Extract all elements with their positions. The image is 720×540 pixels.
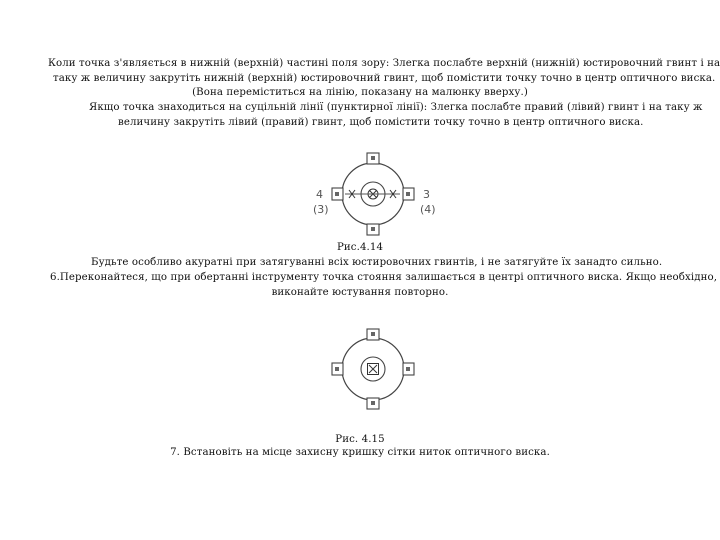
figure1-caption: Рис.4.14 xyxy=(336,242,384,253)
paragraph1-line2: таку ж величину закрутіть нижній (верхній) юстировочний гвинт, щоб помістити точку точно в центр оптичного виска. xyxy=(53,73,716,84)
right-screw-label: 3 xyxy=(423,188,430,201)
paragraph3-line1: Будьте особливо акуратні при затягуванні всіх юстировочних гвинтів, і не затягуйте їх занадто сильно. xyxy=(91,257,663,268)
step7-text: 7. Встановіть на місце захисну кришку сітки ниток оптичного виска. xyxy=(170,447,550,458)
paragraph2-line2: величину закрутіть лівий (правий) гвинт, щоб помістити точку точно в центр оптичного виска. xyxy=(118,117,644,128)
paragraph2-line1: Якщо точка знаходиться на суцільній лінії (пунктирної лінії): Злегка послабте правий (лівий) гвинт і на таку ж xyxy=(89,102,703,113)
figure-4-15 xyxy=(0,318,720,428)
reticle-diagram-1 xyxy=(332,153,414,235)
figure2-caption: Рис. 4.15 xyxy=(335,434,385,445)
left-screw-label: 4 xyxy=(316,188,323,201)
left-screw-label-paren: (3) xyxy=(313,203,329,216)
paragraph3-line2: 6.Переконайтеся, що при обертанні інструменту точка стояння залишається в центрі оптичного виска. Якщо необхідно, xyxy=(50,272,718,283)
right-screw-label-paren: (4) xyxy=(420,203,436,216)
reticle-diagram-2 xyxy=(332,329,414,409)
paragraph3-line3: виконайте юстування повторно. xyxy=(271,287,449,298)
paragraph1-line3: (Вона переміститься на лінію, показану на малюнку вверху.) xyxy=(192,87,528,98)
paragraph1-line1: Коли точка з'являється в нижній (верхній) частині поля зору: Злегка послабте верхній (нижній) юстировочний гвинт і на xyxy=(48,58,720,69)
